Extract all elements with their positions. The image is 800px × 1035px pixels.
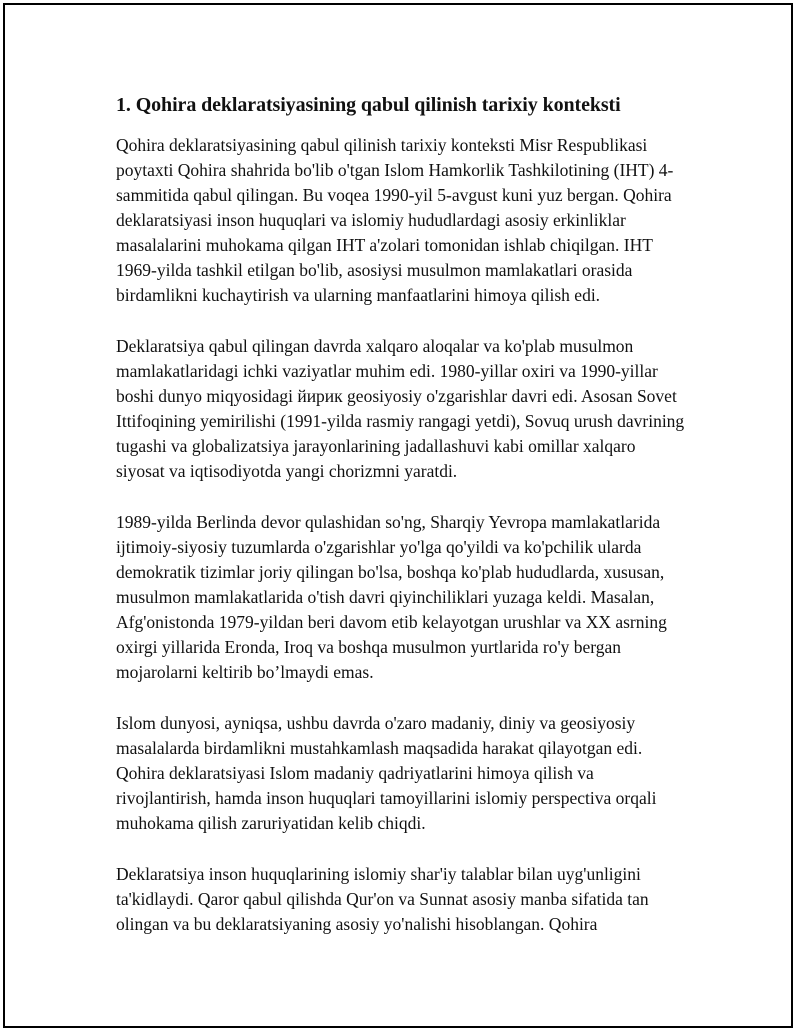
paragraph-3: 1989-yilda Berlinda devor qulashidan so'ng, Sharqiy Yevropa mamlakatlarida ijtimoiy-siyosiy tuzumlarda o'zgarishlar yo'lga qo'yildi va ko'pchilik ularda demokratik tizimlar joriy qilingan bo'lsa, boshqa ko'plab hududlarda, xususan, musulmon mamlakatlarida o'tish davri qiyinchiliklari yuzaga keldi. Masalan, Afg'onistonda 1979-yildan beri davom etib kelayotgan urushlar va XX asrning oxirgi yillarida Eronda, Iroq va boshqa musulmon yurtlarida ro'y bergan mojarolarni keltirib bo’lmaydi emas. [116,512,667,682]
paragraph-5: Deklaratsiya inson huquqlarining islomiy shar'iy talablar bilan uyg'unligini ta'kidlaydi. Qaror qabul qilishda Qur'on va Sunnat asosiy manba sifatida tan olingan va bu deklaratsiyaning asosiy yo'nalishi hisoblangan. Qohira [116,864,649,934]
paragraph-1: Qohira deklaratsiyasining qabul qilinish tarixiy konteksti Misr Respublikasi poytaxti Qohira shahrida bo'lib o'tgan Islom Hamkorlik Tashkilotining (IHT) 4-sammitida qabul qilingan. Bu voqea 1990-yil 5-avgust kuni yuz bergan. Qohira deklaratsiyasi inson huquqlari va islomiy hududlardagi asosiy erkinliklar masalalarini muhokama qilgan IHT a'zolari tomonidan ishlab chiqilgan. IHT 1969-yilda tashkil etilgan bo'lib, asosiysi musulmon mamlakatlari orasida birdamlikni kuchaytirish va ularning manfaatlarini himoya qilish edi. [116,135,674,305]
document-body [116,91,686,963]
section-heading: 1. Qohira deklaratsiyasining qabul qilinish tarixiy konteksti [116,94,621,116]
paragraph-2: Deklaratsiya qabul qilingan davrda xalqaro aloqalar va ko'plab musulmon mamlakatlaridagi ichki vaziyatlar muhim edi. 1980-yillar oxiri va 1990-yillar boshi dunyo miqyosidagi йирик geosiyosiy o'zgarishlar davri edi. Asosan Sovet Ittifoqining yemirilishi (1991-yilda rasmiy rangagi yetdi), Sovuq urush davrining tugashi va globalizatsiya jarayonlarining jadallashuvi kabi omillar xalqaro siyosat va iqtisodiyotda yangi chorizmni yaratdi. [116,336,685,481]
paragraph-4: Islom dunyosi, ayniqsa, ushbu davrda o'zaro madaniy, diniy va geosiyosiy masalalarda birdamlikni mustahkamlash maqsadida harakat qilayotgan edi. Qohira deklaratsiyasi Islom madaniy qadriyatlarini himoya qilish va rivojlantirish, hamda inson huquqlari tamoyillarini islomiy perspectiva orqali muhokama qilish zaruriyatidan kelib chiqdi. [116,713,657,833]
